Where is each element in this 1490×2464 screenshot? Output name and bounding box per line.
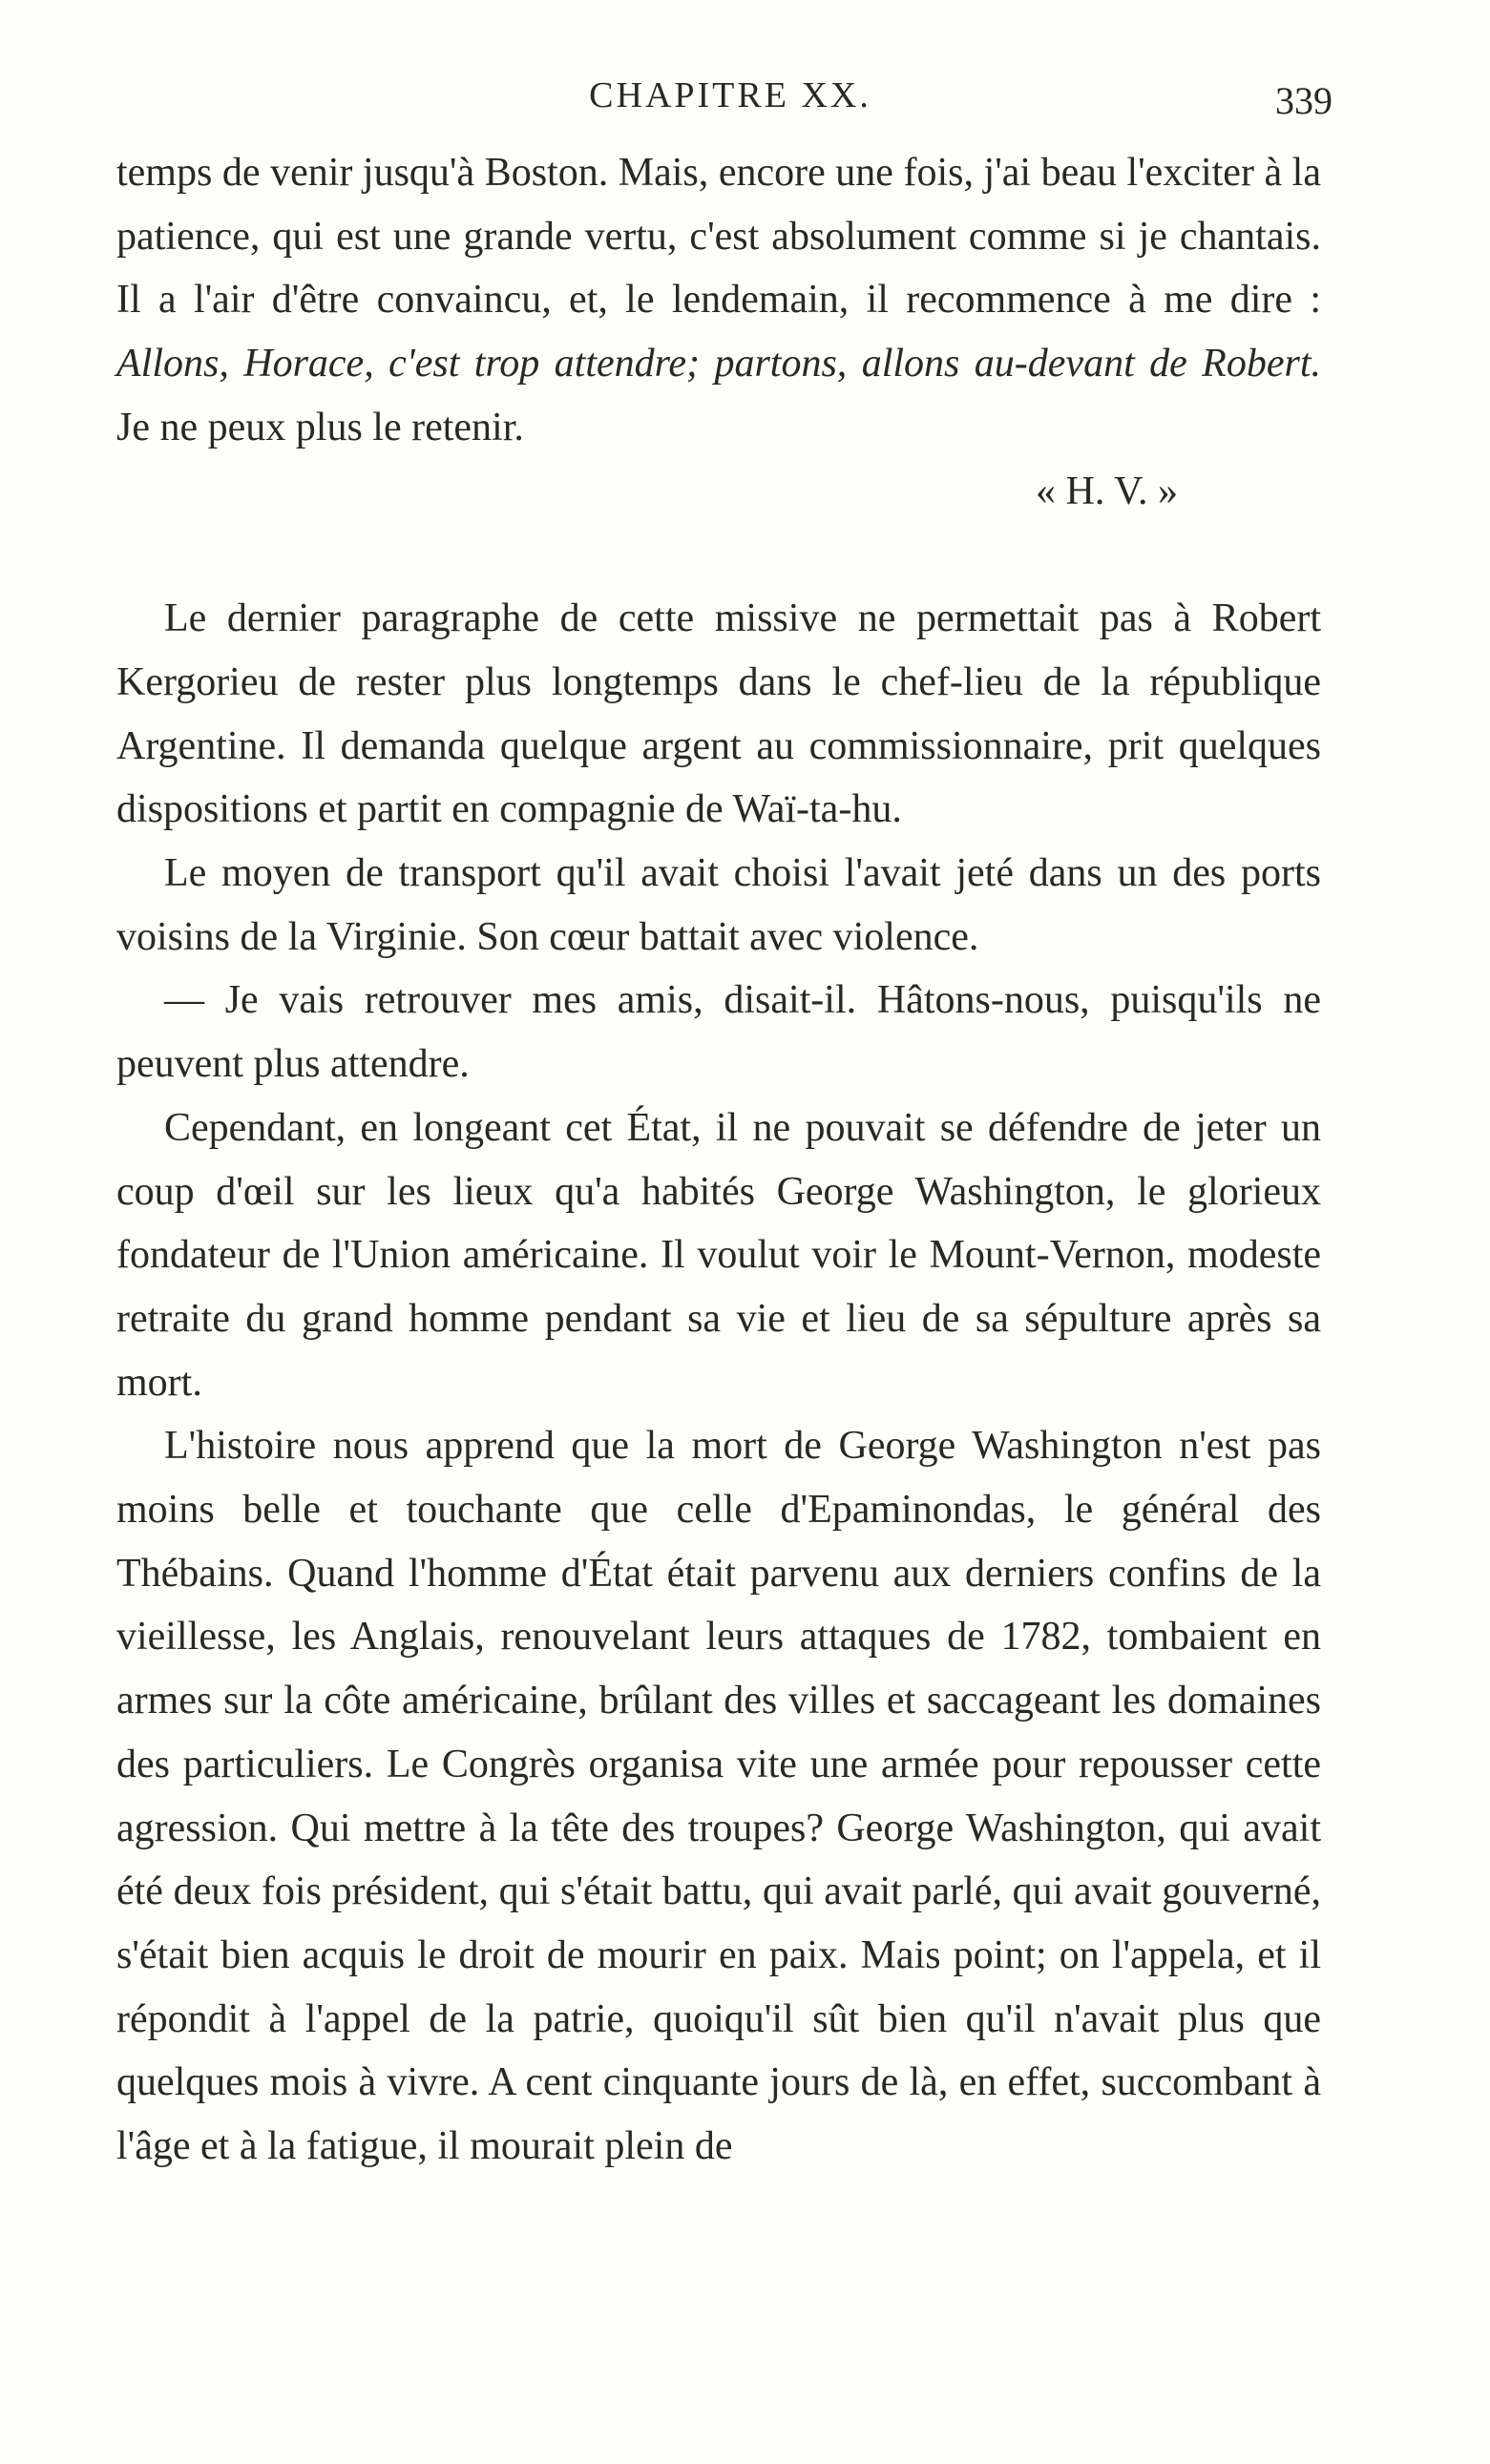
- paragraph: Le dernier paragraphe de cette missive ne permettait pas à Robert Kergorieu de rester plus longtemps dans le chef-lieu de la république Argentine. Il demanda quelque argent au commissionnaire, prit quelques dispositions et partit en compagnie de Waï-ta-hu.: [116, 596, 1321, 832]
- paragraph-dialogue: — Je vais retrouver mes amis, disait-il. Hâtons-nous, puisqu'ils ne peuvent plus attendre.: [116, 978, 1321, 1087]
- paragraph-text: temps de venir jusqu'à Boston. Mais, encore une fois, j'ai beau l'exciter à la patience, qui est une grande vertu, c'est absolument comme si je chantais. Il a l'air d'être convaincu, et, le lendemain, il recommence à me dire :: [116, 151, 1321, 323]
- letter-signature: « H. V. »: [1036, 469, 1178, 513]
- chapter-title: CHAPITRE XX.: [589, 75, 871, 115]
- paragraph-continuation: [116, 141, 1321, 460]
- page-number: 339: [1275, 79, 1333, 122]
- paragraph: Cependant, en longeant cet État, il ne pouvait se défendre de jeter un coup d'œil sur les lieux qu'a habités George Washington, le glorieux fondateur de l'Union américaine. Il voulut voir le Mount-Vernon, modeste retraite du grand homme pendant sa vie et lieu de sa sépulture après sa mort.: [116, 1105, 1321, 1405]
- paragraph-text-end: Je ne peux plus le retenir.: [116, 405, 524, 449]
- body-text: [116, 141, 1321, 2179]
- italic-quote: Allons, Horace, c'est trop attendre; partons, allons au-devant de Robert.: [116, 342, 1321, 386]
- paragraph: Le moyen de transport qu'il avait choisi l'avait jeté dans un des ports voisins de la Virginie. Son cœur battait avec violence.: [116, 851, 1321, 959]
- running-head: [115, 74, 1346, 132]
- section-gap: [116, 523, 1321, 587]
- paragraph: L'histoire nous apprend que la mort de George Washington n'est pas moins belle et touchante que celle d'Epaminondas, le général des Thébains. Quand l'homme d'État était parvenu aux derniers confins de la vieillesse, les Anglais, renouvelant leurs attaques de 1782, tombaient en armes sur la côte américaine, brûlant des villes et saccageant les domaines des particuliers. Le Congrès organisa vite une armée pour repousser cette agression. Qui mettre à la tête des troupes? George Washington, qui avait été deux fois président, qui s'était battu, qui avait parlé, qui avait gouverné, s'était bien acquis le droit de mourir en paix. Mais point; on l'appela, et il répondit à l'appel de la patrie, quoiqu'il sût bien qu'il n'avait plus que quelques mois à vivre. A cent cinquante jours de là, en effet, succombant à l'âge et à la fatigue, il mourait plein de: [116, 1424, 1321, 2169]
